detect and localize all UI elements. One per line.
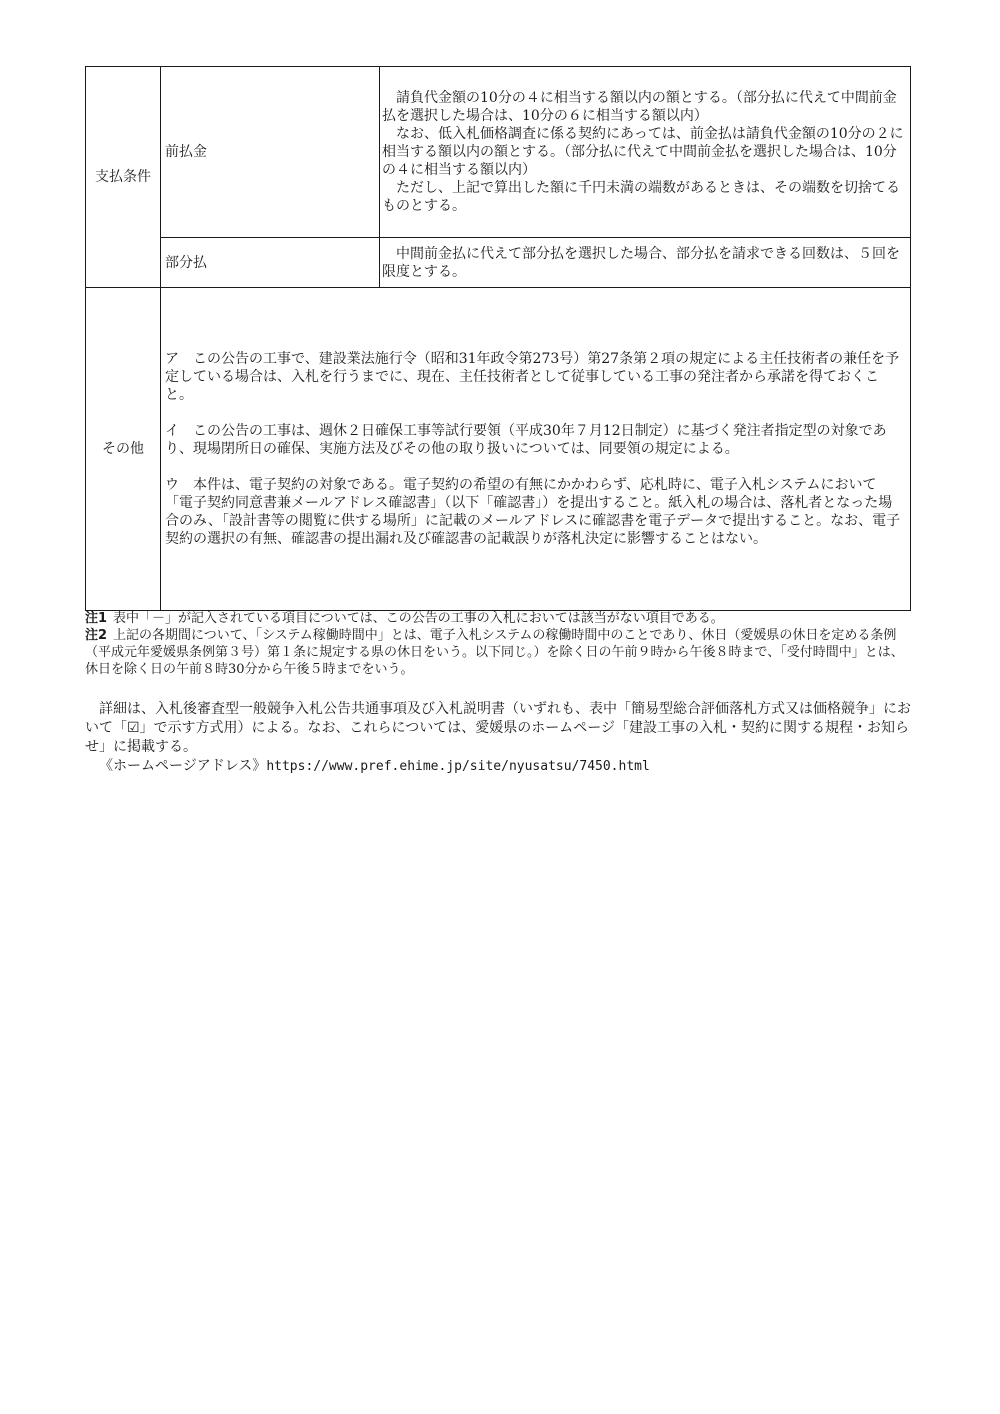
- other-content: [161, 288, 911, 611]
- payment-conditions-label: 支払条件: [86, 67, 161, 288]
- conditions-table: [85, 66, 911, 611]
- note-2-text: 上記の各期間について、「システム稼働時間中」とは、電子入札システムの稼働時間中のことであり、休日（愛媛県の休日を定める条例（平成元年愛媛県条例第３号）第１条に規定する県の休日をいう。以下同じ。）を除く日の午前９時から午後８時まで、「受付時間中」とは、休日を除く日の午前８時30分から午後５時までをいう。: [85, 628, 904, 677]
- partial-paragraph: 中間前金払に代えて部分払を選択した場合、部分払を請求できる回数は、５回を限度とする。: [382, 245, 900, 280]
- note-1-label: 注1: [85, 611, 108, 626]
- advance-paragraph-3: ただし、上記で算出した額に千円未満の端数があるときは、その端数を切捨てるものとする。: [382, 180, 900, 214]
- table-row-advance-payment: [86, 67, 911, 238]
- homepage-url-link[interactable]: https://www.pref.ehime.jp/site/nyusatsu/7450.html: [266, 759, 650, 774]
- advance-paragraph-2: なお、低入札価格調査に係る契約にあっては、前金払は請負代金額の10分の２に相当する額以内の額とする。（部分払に代えて中間前金払を選択した場合は、10分の４に相当する額以内）: [382, 126, 904, 178]
- other-item-a: ア この公告の工事で、建設業法施行令（昭和31年政令第273号）第27条第２項の規定による主任技術者の兼任を予定している場合は、入札を行うまでに、現在、主任技術者として従事している工事の発注者から承諾を得ておくこと。: [165, 351, 900, 403]
- note-2: [85, 627, 915, 678]
- advance-payment-content: [380, 67, 911, 238]
- note-2-label: 注2: [85, 628, 108, 643]
- note-1-text: 表中「－」が記入されている項目については、この公告の工事の入札においては該当がない項目である。: [113, 611, 724, 626]
- homepage-address-label: 《ホームページアドレス》: [99, 758, 267, 774]
- note-1: [85, 610, 915, 627]
- notes-section: [85, 610, 915, 678]
- advance-payment-label: 前払金: [161, 67, 380, 238]
- table-row-partial-payment: [86, 238, 911, 288]
- other-item-i: イ この公告の工事は、週休２日確保工事等試行要領（平成30年７月12日制定）に基づく発注者指定型の対象であり、現場閉所日の確保、実施方法及びその他の取り扱いについては、同要領の規定による。: [165, 423, 887, 457]
- advance-paragraph-1: 請負代金額の10分の４に相当する額以内の額とする。（部分払に代えて中間前金払を選択した場合は、10分の６に相当する額以内）: [382, 90, 897, 124]
- homepage-address-line: [85, 757, 915, 776]
- details-section: [85, 700, 915, 776]
- partial-payment-content: [380, 238, 911, 288]
- other-item-u: ウ 本件は、電子契約の対象である。電子契約の希望の有無にかかわらず、応札時に、電子入札システムにおいて「電子契約同意書兼メールアドレス確認書」（以下「確認書」）を提出すること。紙入札の場合は、落札者となった場合のみ、「設計書等の閲覧に供する場所」に記載のメールアドレスに確認書を電子データで提出すること。なお、電子契約の選択の有無、確認書の提出漏れ及び確認書の記載誤りが落札決定に影響することはない。: [165, 477, 901, 547]
- details-text: 詳細は、入札後審査型一般競争入札公告共通事項及び入札説明書（いずれも、表中「簡易型総合評価落札方式又は価格競争」において「☑」で示す方式用）による。なお、これらについては、愛媛県のホームページ「建設工事の入札・契約に関する規程・お知らせ」に掲載する。: [85, 701, 911, 755]
- other-label: その他: [86, 288, 161, 611]
- partial-payment-label: 部分払: [161, 238, 380, 288]
- table-row-other: [86, 288, 911, 611]
